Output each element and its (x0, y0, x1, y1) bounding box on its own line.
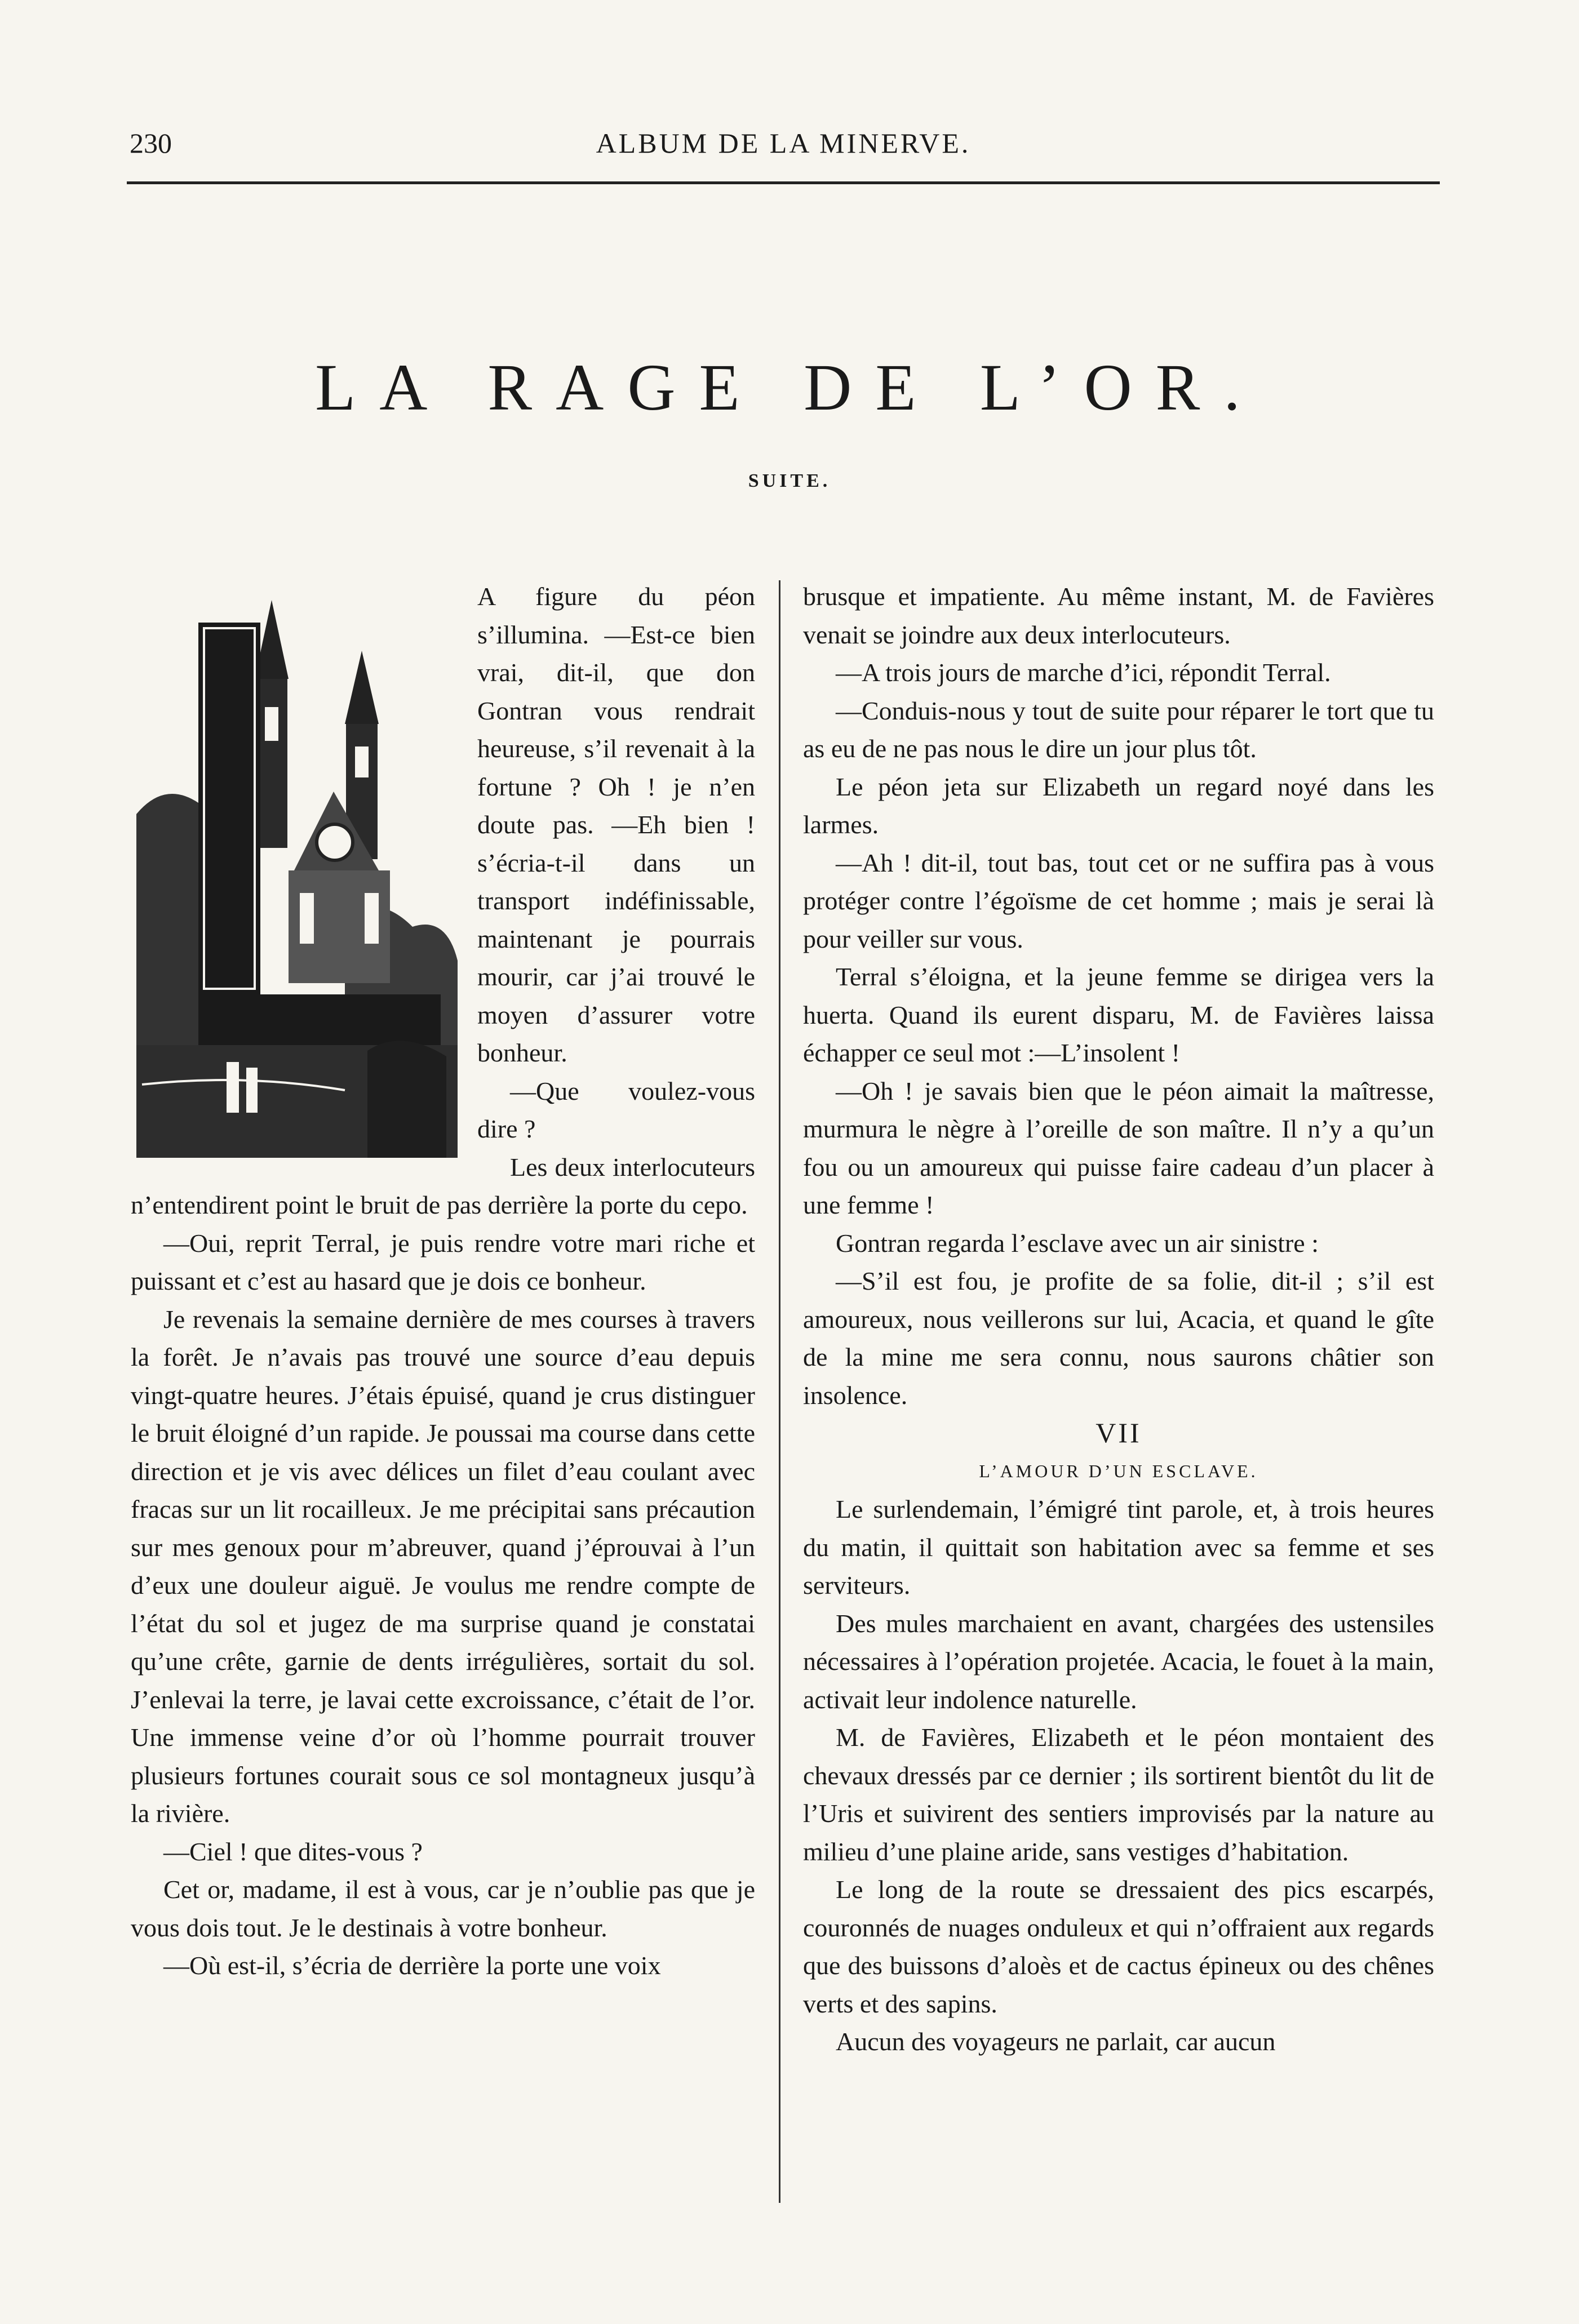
paragraph: Le long de la route se dressaient des pics escarpés, couronnés de nuages onduleux et qui n’offraient aux regards que des buissons d’aloès et de cactus épineux ou des chênes verts et des sapins. (803, 1875, 1434, 2018)
paragraph: Le péon jeta sur Elizabeth un regard noyé dans les larmes. (803, 772, 1434, 839)
paragraph: —Conduis-nous y tout de suite pour réparer le tort que tu as eu de ne pas nous le dire un jour plus tôt. (803, 696, 1434, 763)
paragraph: —Ciel ! que dites-vous ? (163, 1837, 423, 1866)
paragraph: —A trois jours de marche d’ici, répondit Terral. (836, 658, 1331, 687)
header-rule (127, 181, 1440, 184)
section-title: L’AMOUR D’UN ESCLAVE. (979, 1460, 1258, 1481)
church-engraving (131, 577, 463, 1175)
section-number: VII (1095, 1417, 1142, 1448)
page-header (130, 127, 1437, 166)
column-divider (779, 580, 780, 2203)
paragraph: M. de Favières, Elizabeth et le péon montaient des chevaux dressés par ce dernier ; ils sortirent bientôt du lit de l’Uris et suivirent des sentiers improvisés par la nature au milieu d’une plaine aride, sans vestiges d’habitation. (803, 1723, 1434, 1866)
paragraph: —Où est-il, s’écria de derrière la porte une voix (163, 1951, 661, 1980)
paragraph: Le surlendemain, l’émigré tint parole, et, à trois heures du matin, il quittait son habitation avec sa femme et ses serviteurs. (803, 1495, 1434, 1599)
right-column (803, 577, 1434, 2061)
drop-cap-paragraph: A figure du péon s’illumina. —Est-ce bien vrai, dit-il, que don Gontran vous rendrait heureuse, s’il revenait à la fortune ? Oh ! je n’en doute pas. —Eh bien ! s’écria-t-il dans un transport indéfinissable, maintenant je pourrais mourir, car j’ai trouvé le moyen d’assurer votre bonheur. (477, 582, 755, 1067)
paragraph: brusque et impatiente. Au même instant, M. de Favières venait se joindre aux deux interlocuteurs. (803, 582, 1434, 649)
paragraph: —S’il est fou, je profite de sa folie, dit-il ; s’il est amoureux, nous veillerons sur lui, Acacia, et quand le gîte de la mine me sera connu, nous saurons châtier son insolence. (803, 1267, 1434, 1410)
paragraph: —Ah ! dit-il, tout bas, tout cet or ne suffira pas à vous protéger contre l’égoïsme de cet homme ; mais je serai là pour veiller sur vous. (803, 848, 1434, 953)
paragraph: Je revenais la semaine dernière de mes courses à travers la forêt. Je n’avais pas trouvé une source d’eau depuis vingt-quatre heures. J’étais épuisé, quand je crus distinguer le bruit éloigné d’un rapide. Je poussai ma course dans cette direction et je vis avec délices un filet d’eau coulant avec fracas sur un lit rocailleux. Je me précipitai sans précaution sur mes genoux pour m’abreuver, quand j’éprouvai à l’un d’eux une douleur aiguë. Je voulus me rendre compte de l’état du sol et jugez de ma surprise quand je constatai qu’une crête, garnie de dents irrégulières, sortait du sol. J’enlevai la terre, je lavai cette excroissance, c’était de l’or. Une immense veine d’or où l’homme pourrait trouver plusieurs fortunes courait sous ce sol montagneux jusqu’à la rivière. (131, 1304, 755, 1828)
paragraph: —Oui, reprit Terral, je puis rendre votre mari riche et puissant et c’est au hasard que je dois ce bonheur. (131, 1228, 755, 1295)
paragraph: Gontran regarda l’esclave avec un air sinistre : (836, 1228, 1319, 1257)
paragraph: —Que voulez-vous dire ? (477, 1076, 755, 1143)
paragraph: Cet or, madame, il est à vous, car je n’oublie pas que je vous dois tout. Je le destinais à votre bonheur. (131, 1875, 755, 1942)
left-column (131, 577, 755, 1985)
article-title: LA RAGE DE L’OR. (315, 350, 1264, 424)
paragraph: Terral s’éloigna, et la jeune femme se dirigea vers la huerta. Quand ils eurent disparu, M. de Favières laissa échapper ce seul mot :—L’insolent ! (803, 962, 1434, 1067)
paragraph: Aucun des voyageurs ne parlait, car aucun (836, 2027, 1276, 2056)
running-title: ALBUM DE LA MINERVE. (596, 127, 971, 159)
page-number: 230 (130, 127, 172, 159)
drop-cap-illustration (131, 577, 463, 1175)
paragraph: —Oh ! je savais bien que le péon aimait la maîtresse, murmura le nègre à l’oreille de son maître. Il n’y a qu’un fou ou un amoureux qui puisse faire cadeau d’un placer à une femme ! (803, 1076, 1434, 1219)
paragraph: Des mules marchaient en avant, chargées des ustensiles nécessaires à l’opération projetée. Acacia, le fouet à la main, activait leur indolence naturelle. (803, 1608, 1434, 1714)
article-subtitle: SUITE. (748, 470, 831, 491)
paragraph: Les deux interlocuteurs n’entendirent point le bruit de pas derrière la porte du cepo. (131, 1152, 755, 1219)
